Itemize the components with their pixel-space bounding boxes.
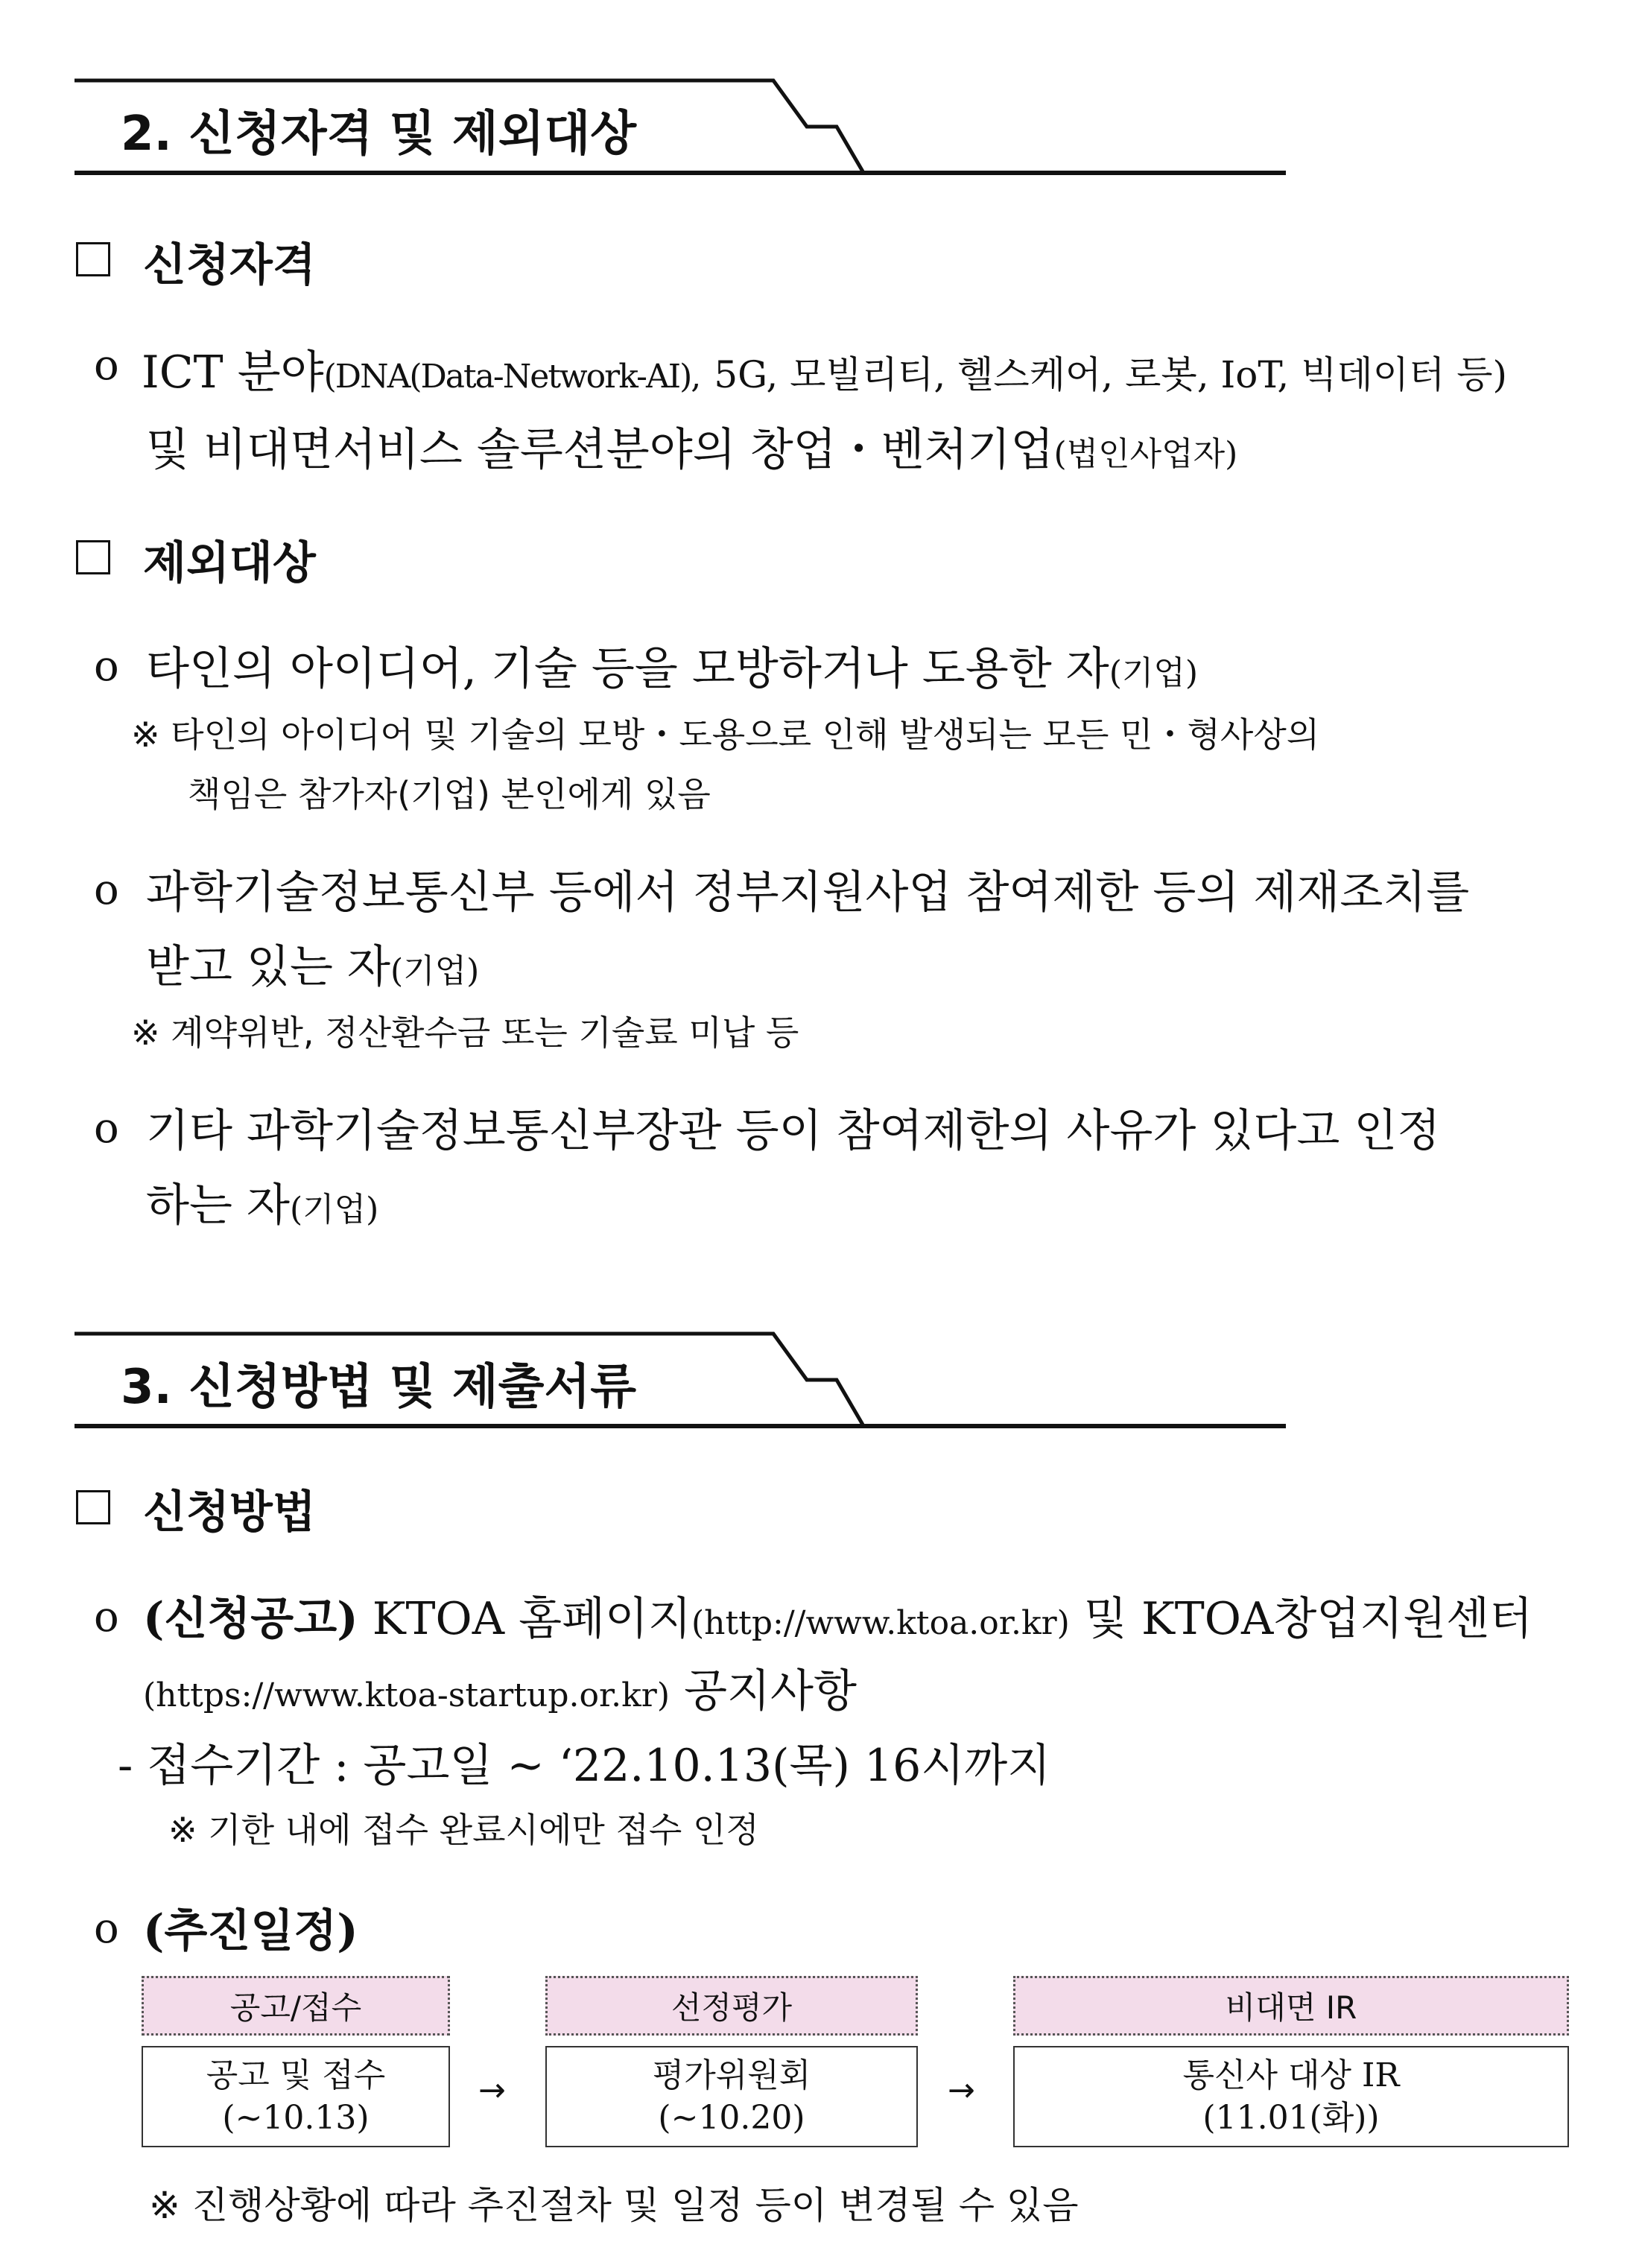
exclusion-item2-line1: 과학기술정보통신부 등에서 정부지원사업 참여제한 등의 제재조치를 [146,867,1470,919]
application-period: - 접수기간 : 공고일 ~ ‘22.10.13(목) 16시까지 [118,1740,1051,1792]
schedule-step1-body [142,2046,450,2147]
exclusion-item2-line2 [146,931,479,995]
exclusion-item1-paren: (기업) [1109,654,1199,692]
eligibility-item1-line2 [146,414,1237,478]
schedule-step1-line1: 공고 및 접수 [206,2056,386,2094]
eligibility-item1-line1 [142,337,1507,401]
eligibility-dna: (DNA(Data-Network-AI), [323,358,700,396]
method-heading: 신청방법 [143,1486,316,1539]
schedule-label: (추진일정) [143,1905,358,1957]
schedule-step2-body [545,2046,918,2147]
schedule-step3-line2: (11.01(화)) [1202,2099,1380,2137]
exclusion-item1 [146,633,1198,697]
exclusion-item1-text: 타인의 아이디어, 기술 등을 모방하거나 도용한 자 [146,643,1109,695]
bullet-marker: o [94,1593,119,1641]
ktoa-startup-url[interactable]: (https://www.ktoa-startup.or.kr) [143,1676,670,1714]
exclusion-heading: 제외대상 [143,537,316,589]
checkbox-exclusion [76,540,110,574]
section3-title: 3. 신청방법 및 제출서류 [121,1360,637,1415]
schedule-step3-head: 비대면 IR [1013,1976,1569,2036]
exclusion-item2-text: 받고 있는 자 [146,941,390,993]
period-note: ※ 기한 내에 접수 완료시에만 접수 인정 [168,1810,759,1850]
schedule-step2-line2: (~10.20) [658,2099,805,2137]
method-item1-line1 [143,1583,1532,1647]
exclusion-item3-paren: (기업) [289,1191,379,1229]
exclusion-note1-line2: 책임은 참가자(기업) 본인에게 있음 [188,774,711,814]
method-item1-text2: 및 KTOA창업지원센터 [1083,1593,1533,1645]
schedule-step2-line1: 평가위원회 [652,2056,811,2094]
schedule-step1-head: 공고/접수 [142,1976,450,2036]
method-item1-line2 [143,1656,857,1720]
method-item1-label: (신청공고) [143,1593,358,1645]
eligibility-corp: (법인사업자) [1053,435,1238,473]
exclusion-note1-line1: ※ 타인의 아이디어 및 기술의 모방・도용으로 인해 발생되는 모든 민・형사상의 [131,715,1320,755]
arrow-icon: → [478,2071,506,2109]
eligibility-heading: 신청자격 [143,239,316,291]
exclusion-note2: ※ 계약위반, 정산환수금 또는 기술료 미납 등 [131,1013,799,1053]
schedule-step2-head: 선정평가 [545,1976,918,2036]
schedule-step3-line1: 통신사 대상 IR [1182,2056,1400,2094]
ktoa-url[interactable]: (http://www.ktoa.or.kr) [691,1604,1070,1642]
bullet-marker: o [94,1904,119,1953]
section2-title: 2. 신청자격 및 제외대상 [121,107,637,162]
bullet-marker: o [94,1104,119,1153]
exclusion-item2-paren: (기업) [390,952,480,990]
exclusion-item3-line1: 기타 과학기술정보통신부장관 등이 참여제한의 사유가 있다고 인정 [146,1105,1441,1157]
exclusion-item3-text: 하는 자 [146,1179,290,1232]
bullet-marker: o [94,642,119,691]
checkbox-eligibility [76,242,110,276]
schedule-step3-body [1013,2046,1569,2147]
bullet-marker: o [94,866,119,914]
exclusion-item3-line2 [146,1170,378,1234]
eligibility-target: 및 비대면서비스 솔루션분야의 창업・벤처기업 [146,424,1054,476]
eligibility-field: ICT 분야 [142,346,324,399]
checkbox-method [76,1490,110,1524]
schedule-step1-line2: (~10.13) [222,2099,370,2137]
eligibility-fields-list: 5G, 모빌리티, 헬스케어, 로봇, IoT, 빅데이터 등) [714,353,1508,396]
bullet-marker: o [94,341,119,390]
method-item1-text1: KTOA 홈페이지 [372,1593,691,1645]
final-note: ※ 진행상황에 따라 추진절차 및 일정 등이 변경될 수 있음 [149,2184,1079,2227]
method-item1-text3: 공지사항 [684,1665,857,1717]
arrow-icon: → [948,2071,975,2109]
